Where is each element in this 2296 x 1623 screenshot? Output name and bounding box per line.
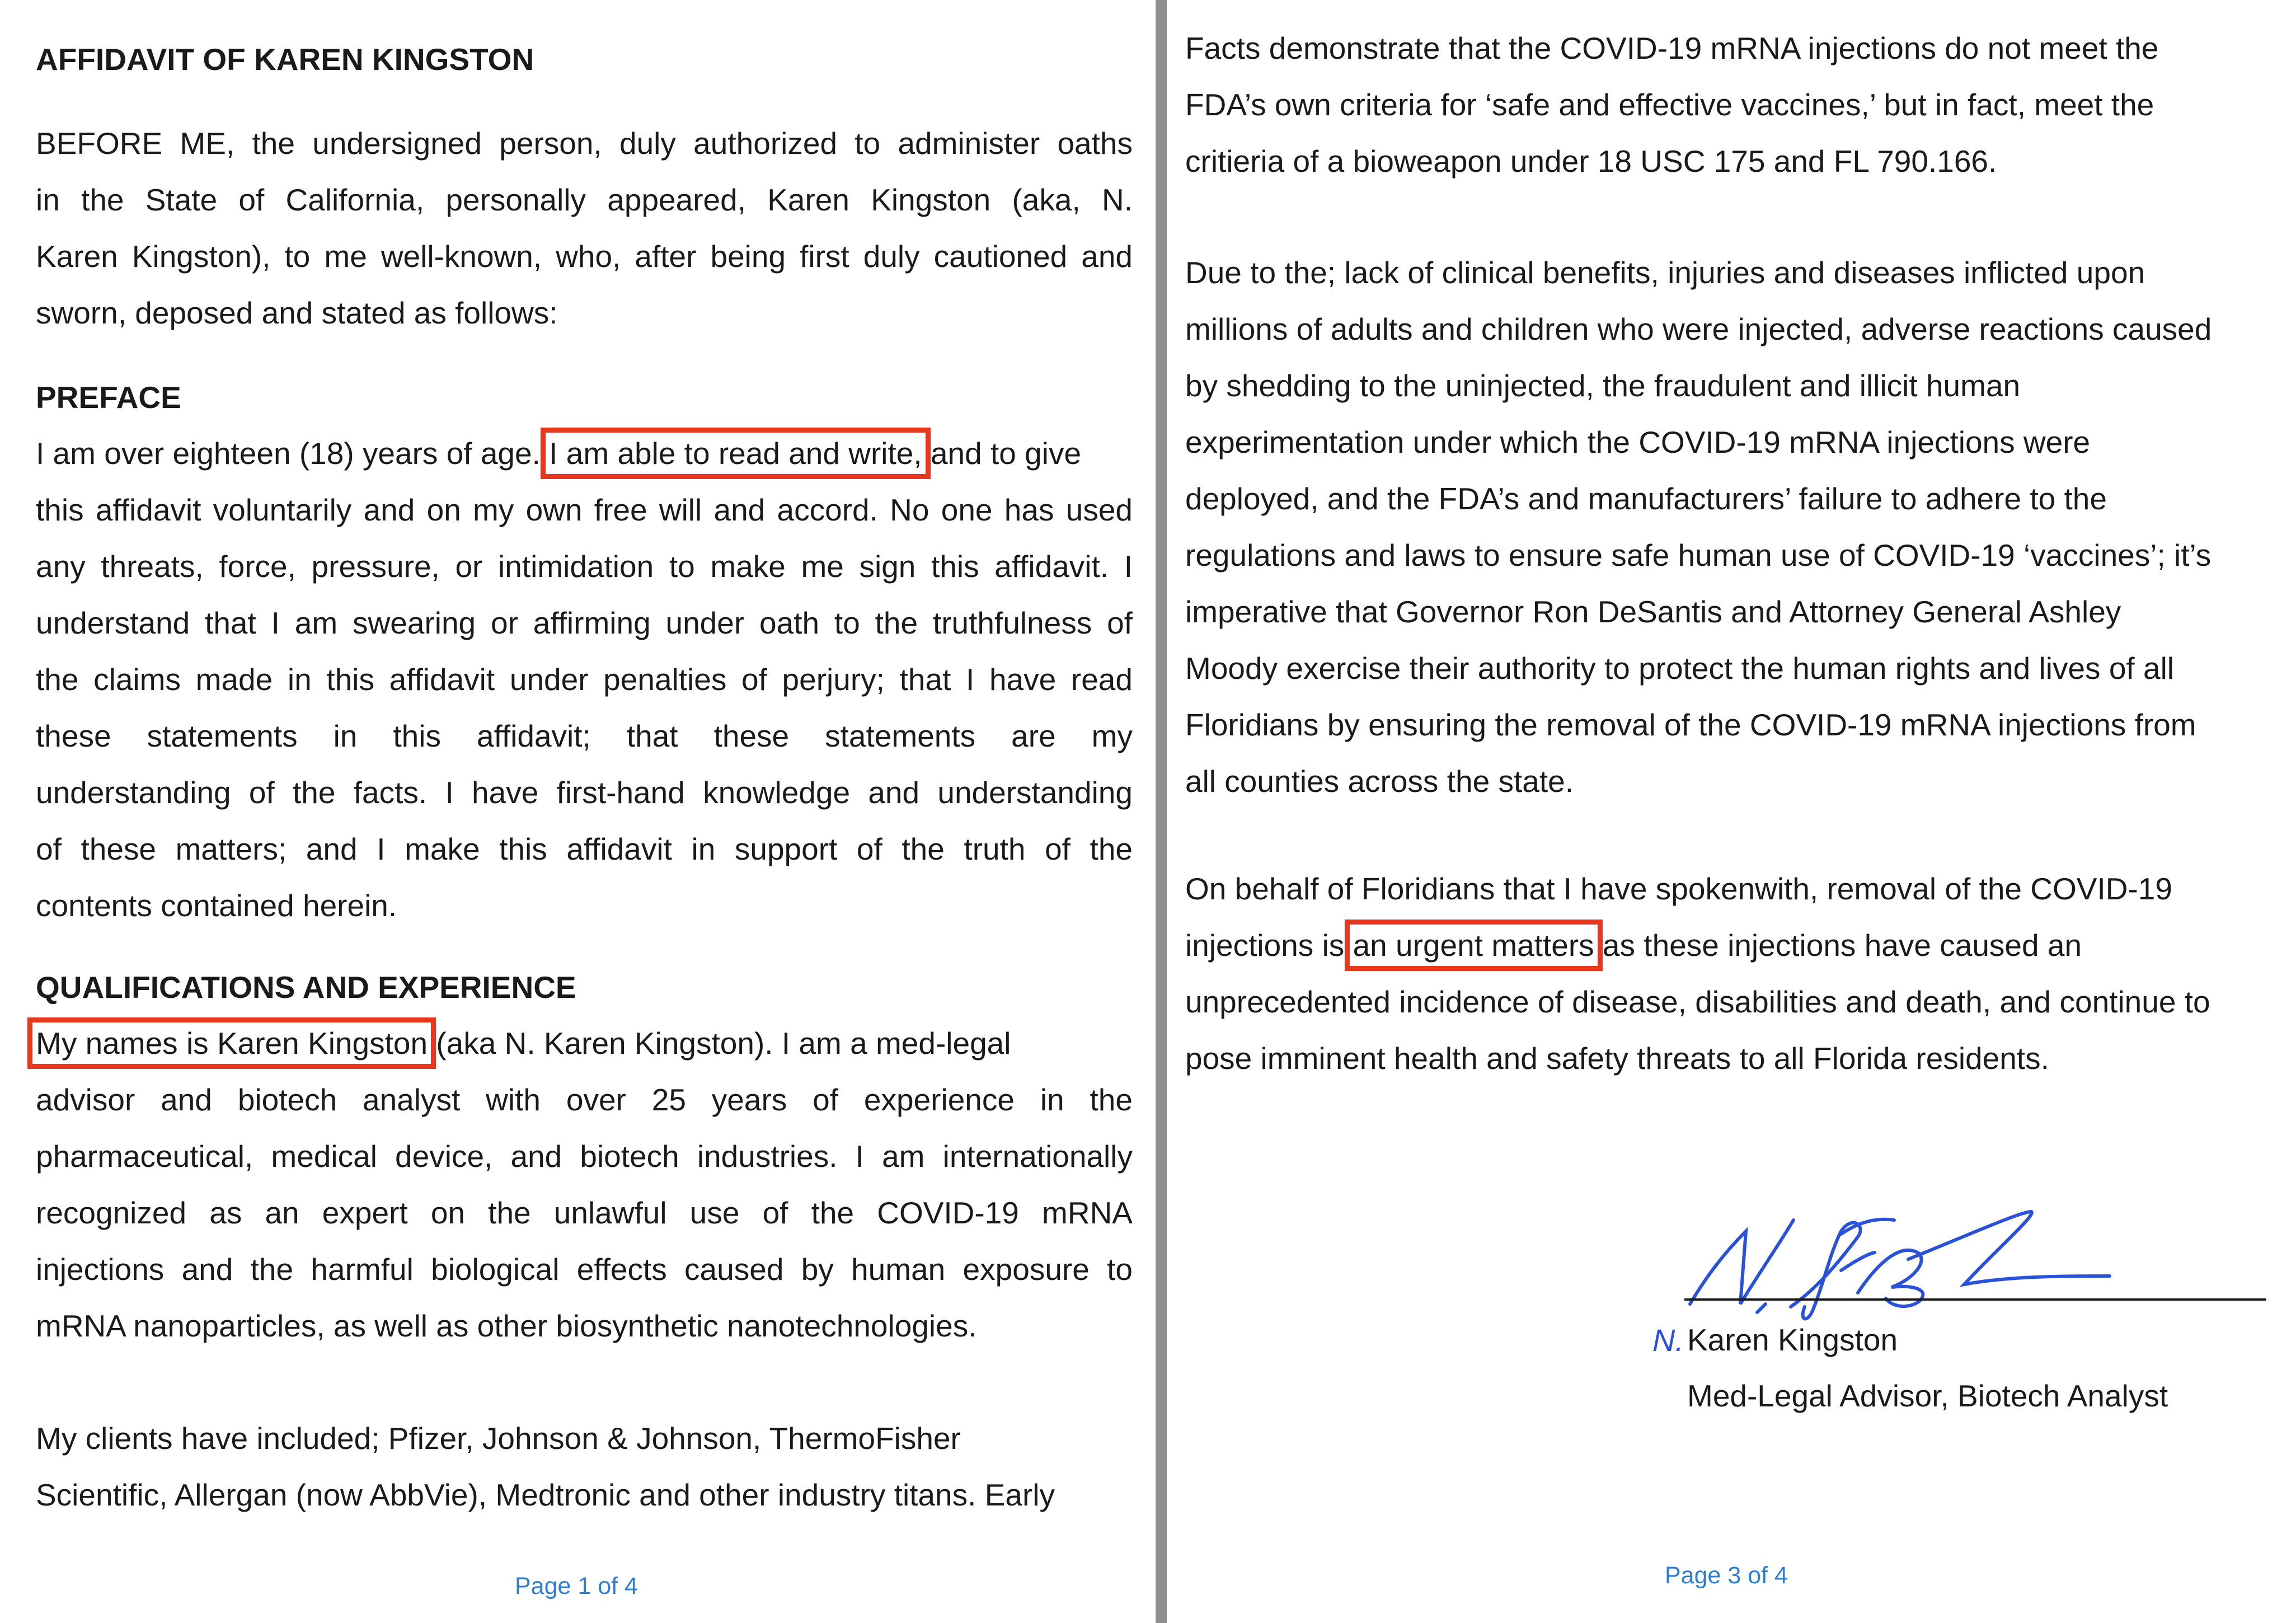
preface-line: any threats, force, pressure, or intimidation to make me sign this affidavit. I bbox=[36, 549, 1133, 584]
highlighted-phrase: I am able to read and write, bbox=[549, 436, 922, 471]
paragraph-line: FDA’s own criteria for ‘safe and effective vaccines,’ but in fact, meet the bbox=[1185, 87, 2154, 122]
paragraph-line-highlighted bbox=[1185, 926, 2082, 964]
paragraph-text: as these injections have caused an bbox=[1602, 928, 2082, 963]
page-number: Page 3 of 4 bbox=[1665, 1562, 1788, 1589]
signature-scribble bbox=[1673, 1192, 2278, 1326]
page-divider bbox=[1156, 0, 1167, 1623]
page-number: Page 1 of 4 bbox=[515, 1573, 638, 1599]
paragraph-line: imperative that Governor Ron DeSantis and Attorney General Ashley bbox=[1185, 594, 2121, 629]
paragraph-line: all counties across the state. bbox=[1185, 764, 1574, 799]
qualifications-text: (aka N. Karen Kingston). I am a med-legal bbox=[436, 1026, 1011, 1061]
paragraph-line: Floridians by ensuring the removal of the COVID-19 mRNA injections from bbox=[1185, 707, 2196, 742]
signer-name: Karen Kingston bbox=[1687, 1322, 1898, 1357]
signer-title: Med-Legal Advisor, Biotech Analyst bbox=[1687, 1378, 2168, 1413]
intro-line: BEFORE ME, the undersigned person, duly authorized to administer oaths bbox=[36, 126, 1133, 161]
clients-line: Scientific, Allergan (now AbbVie), Medtronic and other industry titans. Early bbox=[36, 1477, 1055, 1512]
paragraph-line: critieria of a bioweapon under 18 USC 175 and FL 790.166. bbox=[1185, 144, 1997, 179]
qualifications-line: pharmaceutical, medical device, and biotech industries. I am internationally bbox=[36, 1139, 1133, 1174]
preface-heading: PREFACE bbox=[36, 380, 181, 415]
preface-line: the claims made in this affidavit under penalties of perjury; that I have read bbox=[36, 662, 1133, 697]
preface-line: contents contained herein. bbox=[36, 888, 397, 923]
preface-line: these statements in this affidavit; that these statements are my bbox=[36, 719, 1133, 753]
highlighted-phrase: My names is Karen Kingston bbox=[36, 1026, 428, 1061]
paragraph-line: regulations and laws to ensure safe human use of COVID-19 ‘vaccines’; it’s bbox=[1185, 538, 2212, 573]
qualifications-line: advisor and biotech analyst with over 25 years of experience in the bbox=[36, 1082, 1133, 1117]
preface-text: and to give bbox=[930, 436, 1082, 471]
clients-line: My clients have included; Pfizer, Johnson & Johnson, ThermoFisher bbox=[36, 1421, 961, 1456]
qualifications-line: recognized as an expert on the unlawful use of the COVID-19 mRNA bbox=[36, 1195, 1133, 1230]
preface-line: this affidavit voluntarily and on my own free will and accord. No one has used bbox=[36, 492, 1133, 527]
preface-line: understand that I am swearing or affirming under oath to the truthfulness of bbox=[36, 606, 1133, 640]
qualifications-line: mRNA nanoparticles, as well as other biosynthetic nanotechnologies. bbox=[36, 1308, 977, 1343]
intro-line: in the State of California, personally appeared, Karen Kingston (aka, N. bbox=[36, 182, 1133, 217]
preface-line: understanding of the facts. I have first-hand knowledge and understanding bbox=[36, 775, 1133, 810]
preface-first-line bbox=[36, 434, 1133, 472]
paragraph-line: millions of adults and children who were injected, adverse reactions caused bbox=[1185, 312, 2212, 346]
intro-line: Karen Kingston), to me well-known, who, after being first duly cautioned and bbox=[36, 239, 1133, 274]
paragraph-line: experimentation under which the COVID-19 mRNA injections were bbox=[1185, 425, 2091, 459]
paragraph-line: pose imminent health and safety threats to all Florida residents. bbox=[1185, 1041, 2049, 1076]
paragraph-line: by shedding to the uninjected, the fraudulent and illicit human bbox=[1185, 368, 2021, 403]
preface-line: of these matters; and I make this affidavit in support of the truth of the bbox=[36, 832, 1133, 866]
paragraph-line: Facts demonstrate that the COVID-19 mRNA injections do not meet the bbox=[1185, 31, 2159, 65]
paragraph-line: unprecedented incidence of disease, disabilities and death, and continue to bbox=[1185, 984, 2210, 1019]
paragraph-line: deployed, and the FDA’s and manufacturers’ failure to adhere to the bbox=[1185, 481, 2107, 516]
preface-text: I am over eighteen (18) years of age. bbox=[36, 436, 541, 471]
qualifications-first-line bbox=[36, 1024, 1133, 1062]
paragraph-line: Moody exercise their authority to protect the human rights and lives of all bbox=[1185, 651, 2175, 686]
signature-initial: N. bbox=[1652, 1322, 1684, 1358]
paragraph-text: injections is bbox=[1185, 928, 1345, 963]
intro-line: sworn, deposed and stated as follows: bbox=[36, 295, 558, 330]
signature-line bbox=[1684, 1298, 2266, 1301]
paragraph-line: On behalf of Floridians that I have spokenwith, removal of the COVID-19 bbox=[1185, 871, 2172, 906]
highlighted-phrase: an urgent matters bbox=[1353, 928, 1594, 963]
qualifications-heading: QUALIFICATIONS AND EXPERIENCE bbox=[36, 970, 576, 1005]
affidavit-title: AFFIDAVIT OF KAREN KINGSTON bbox=[36, 42, 534, 77]
paragraph-line: Due to the; lack of clinical benefits, injuries and diseases inflicted upon bbox=[1185, 255, 2145, 290]
qualifications-line: injections and the harmful biological effects caused by human exposure to bbox=[36, 1252, 1133, 1287]
